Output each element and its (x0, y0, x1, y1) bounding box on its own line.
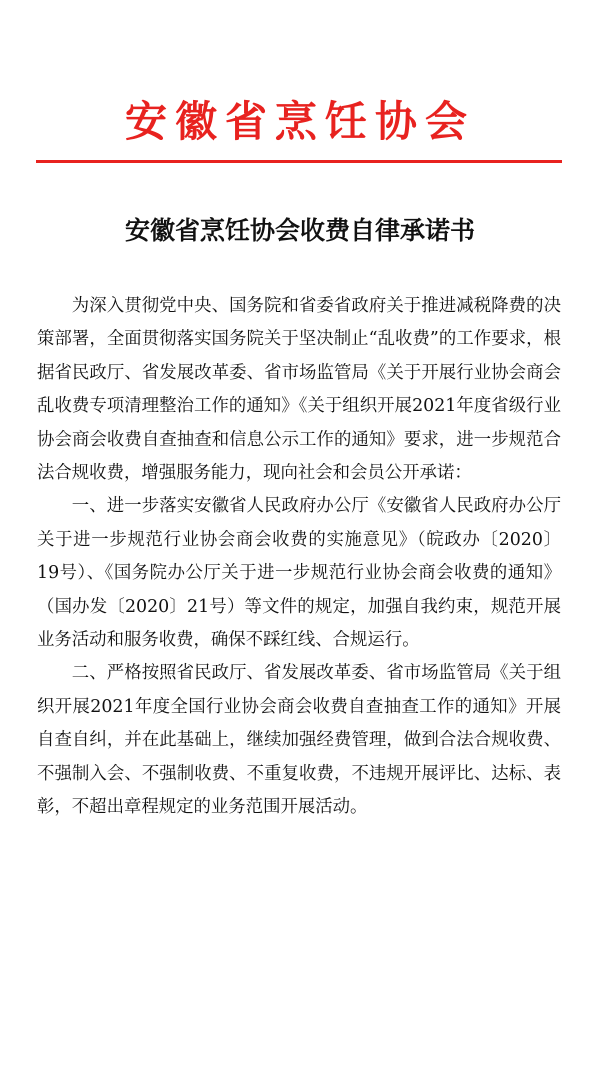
paragraph-item-2: 二、严格按照省民政厅、省发展改革委、省市场监管局《关于组织开展2021年度全国行业协会商会收费自查抽查工作的通知》开展自查自纠，并在此基础上，继续加强经费管理，做到合法合规收费、不强制入会、不强制收费、不重复收费，不违规开展评比、达标、表彰，不超出章程规定的业务范围开展活动。 (37, 663, 561, 818)
organization-header: 安徽省烹饪协会 (124, 97, 475, 146)
header-divider (36, 160, 562, 163)
document-body (37, 290, 561, 825)
paragraph-intro: 为深入贯彻党中央、国务院和省委省政府关于推进减税降费的决策部署，全面贯彻落实国务院关于坚决制止“乱收费”的工作要求，根据省民政厅、省发展改革委、省市场监管局《关于开展行业协会商会乱收费专项清理整治工作的通知》《关于组织开展2021年度省级行业协会商会收费自查抽查和信息公示工作的通知》要求，进一步规范合法合规收费，增强服务能力，现向社会和会员公开承诺： (37, 296, 561, 484)
document-title: 安徽省烹饪协会收费自律承诺书 (124, 216, 475, 245)
paragraph-item-1: 一、进一步落实安徽省人民政府办公厅《安徽省人民政府办公厅关于进一步规范行业协会商会收费的实施意见》（皖政办〔2020〕19号）、《国务院办公厅关于进一步规范行业协会商会收费的通知》（国办发〔2020〕21号）等文件的规定，加强自我约束，规范开展业务活动和服务收费，确保不踩红线、合规运行。 (37, 496, 561, 651)
